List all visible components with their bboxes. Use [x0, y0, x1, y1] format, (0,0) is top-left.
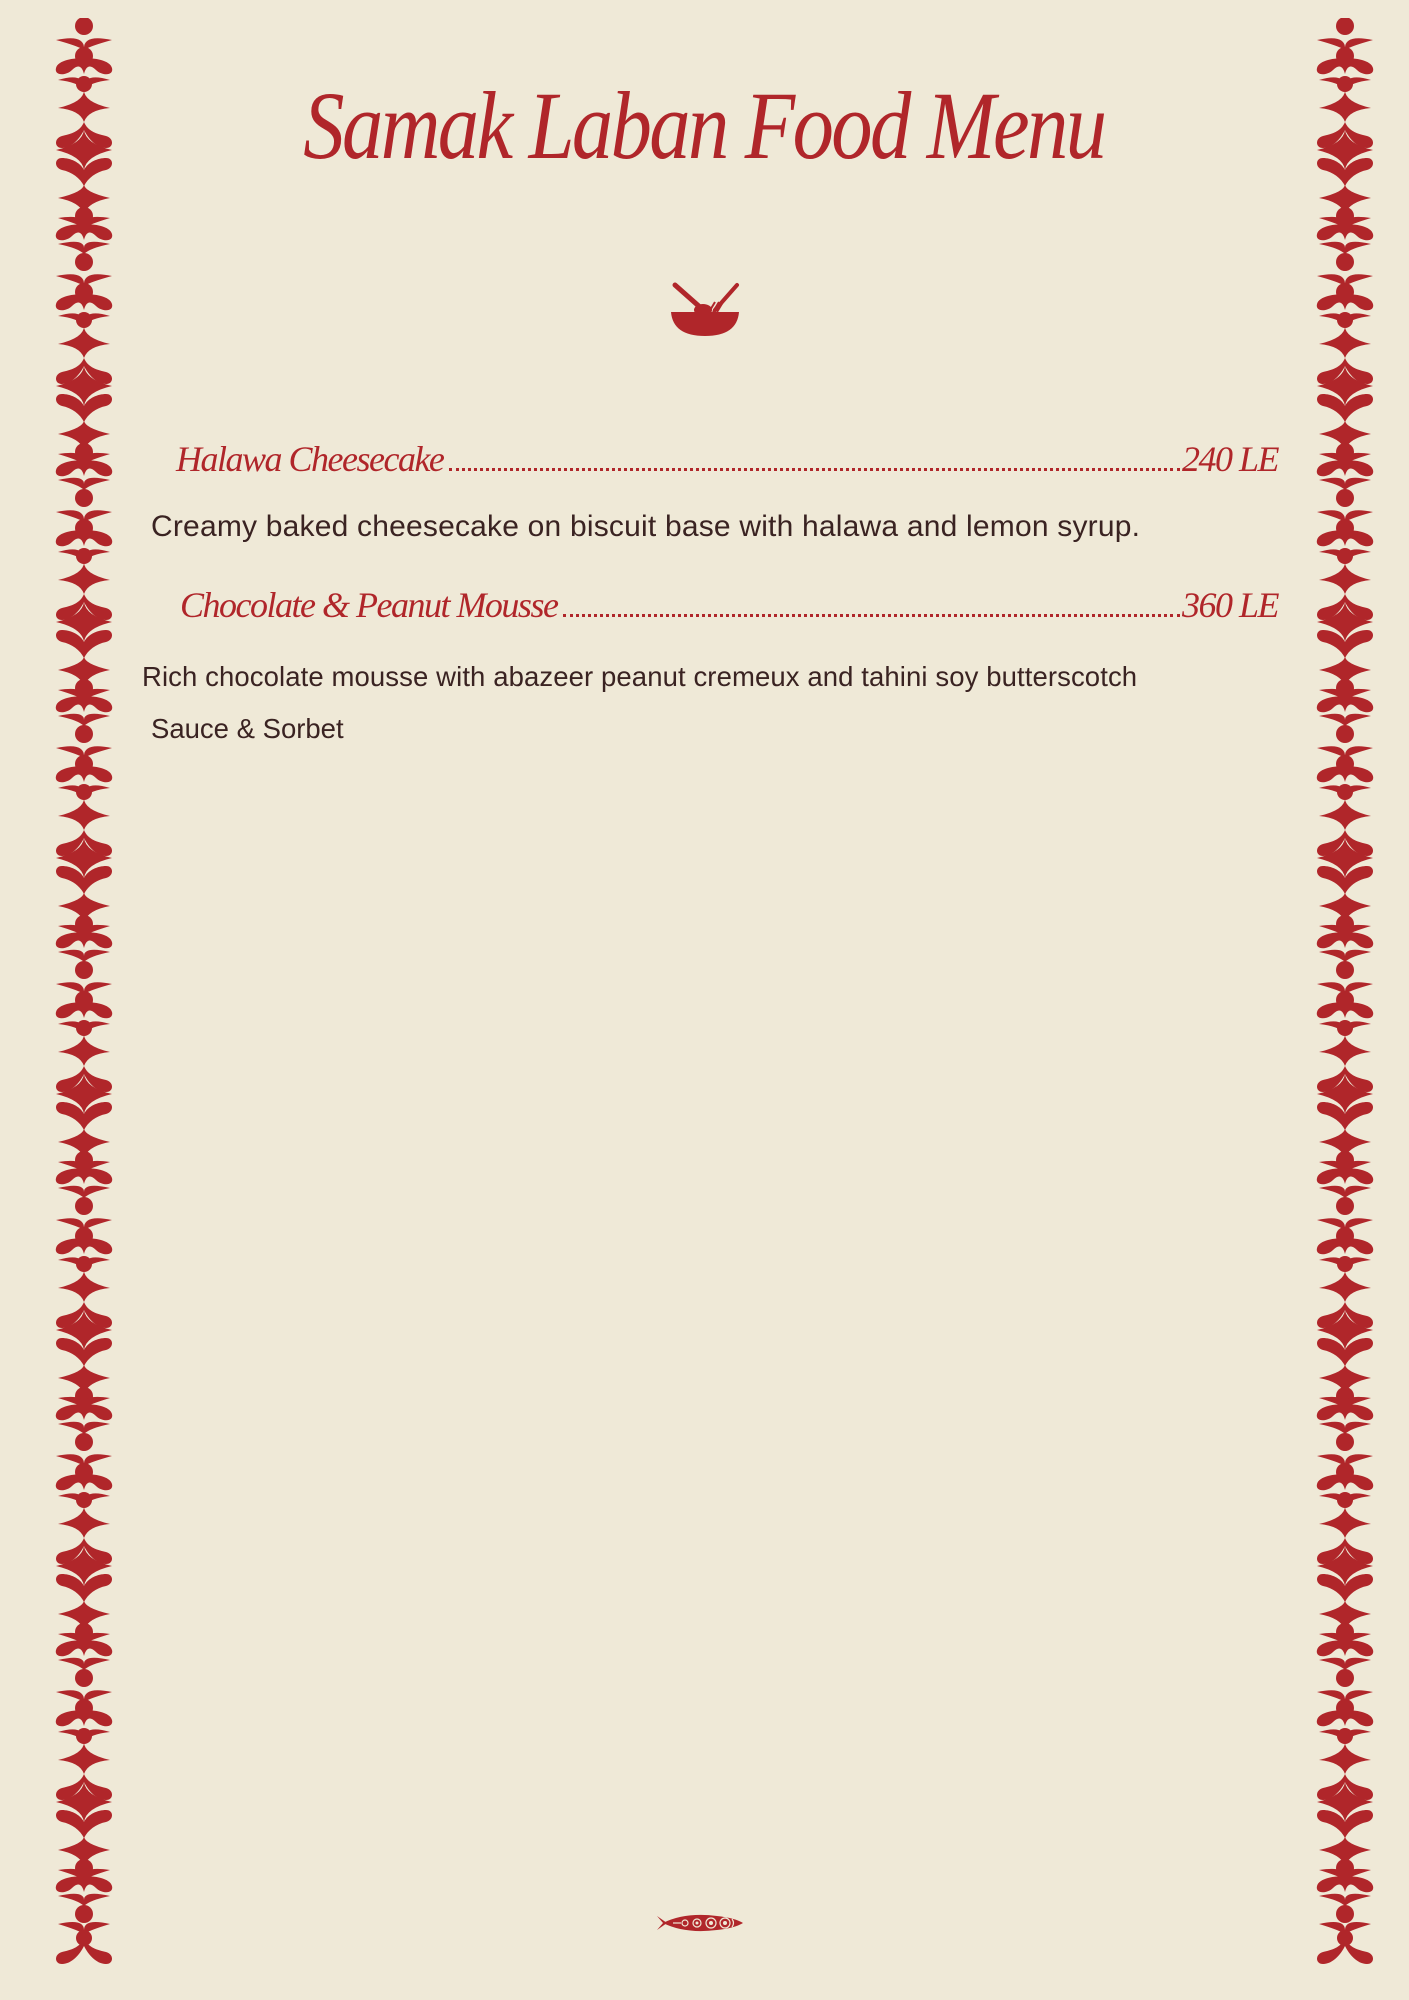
floral-ornament-icon: [54, 18, 114, 1978]
item-description: Creamy baked cheesecake on biscuit base with halawa and lemon syrup.: [151, 510, 1141, 543]
menu-title: Samak Laban Food Menu: [303, 72, 1105, 179]
right-ornament-border: [1315, 18, 1375, 1978]
menu-item-row: [176, 438, 1278, 480]
item-description: Rich chocolate mousse with abazeer peanut cremeux and tahini soy butterscotch: [142, 661, 1138, 692]
menu-item-row: [180, 584, 1278, 626]
bowl-with-utensils-icon: [665, 280, 745, 340]
dot-leader: [563, 614, 1180, 617]
floral-ornament-icon: [1315, 18, 1375, 1978]
item-price: 240 LE: [1181, 439, 1278, 479]
item-name: Chocolate & Peanut Mousse: [180, 585, 558, 625]
left-ornament-border: [54, 18, 114, 1978]
fish-icon: [655, 1908, 745, 1938]
item-name: Halawa Cheesecake: [176, 439, 444, 479]
item-price: 360 LE: [1181, 585, 1278, 625]
item-description-continued: Sauce & Sorbet: [151, 713, 344, 744]
dot-leader: [449, 468, 1180, 471]
